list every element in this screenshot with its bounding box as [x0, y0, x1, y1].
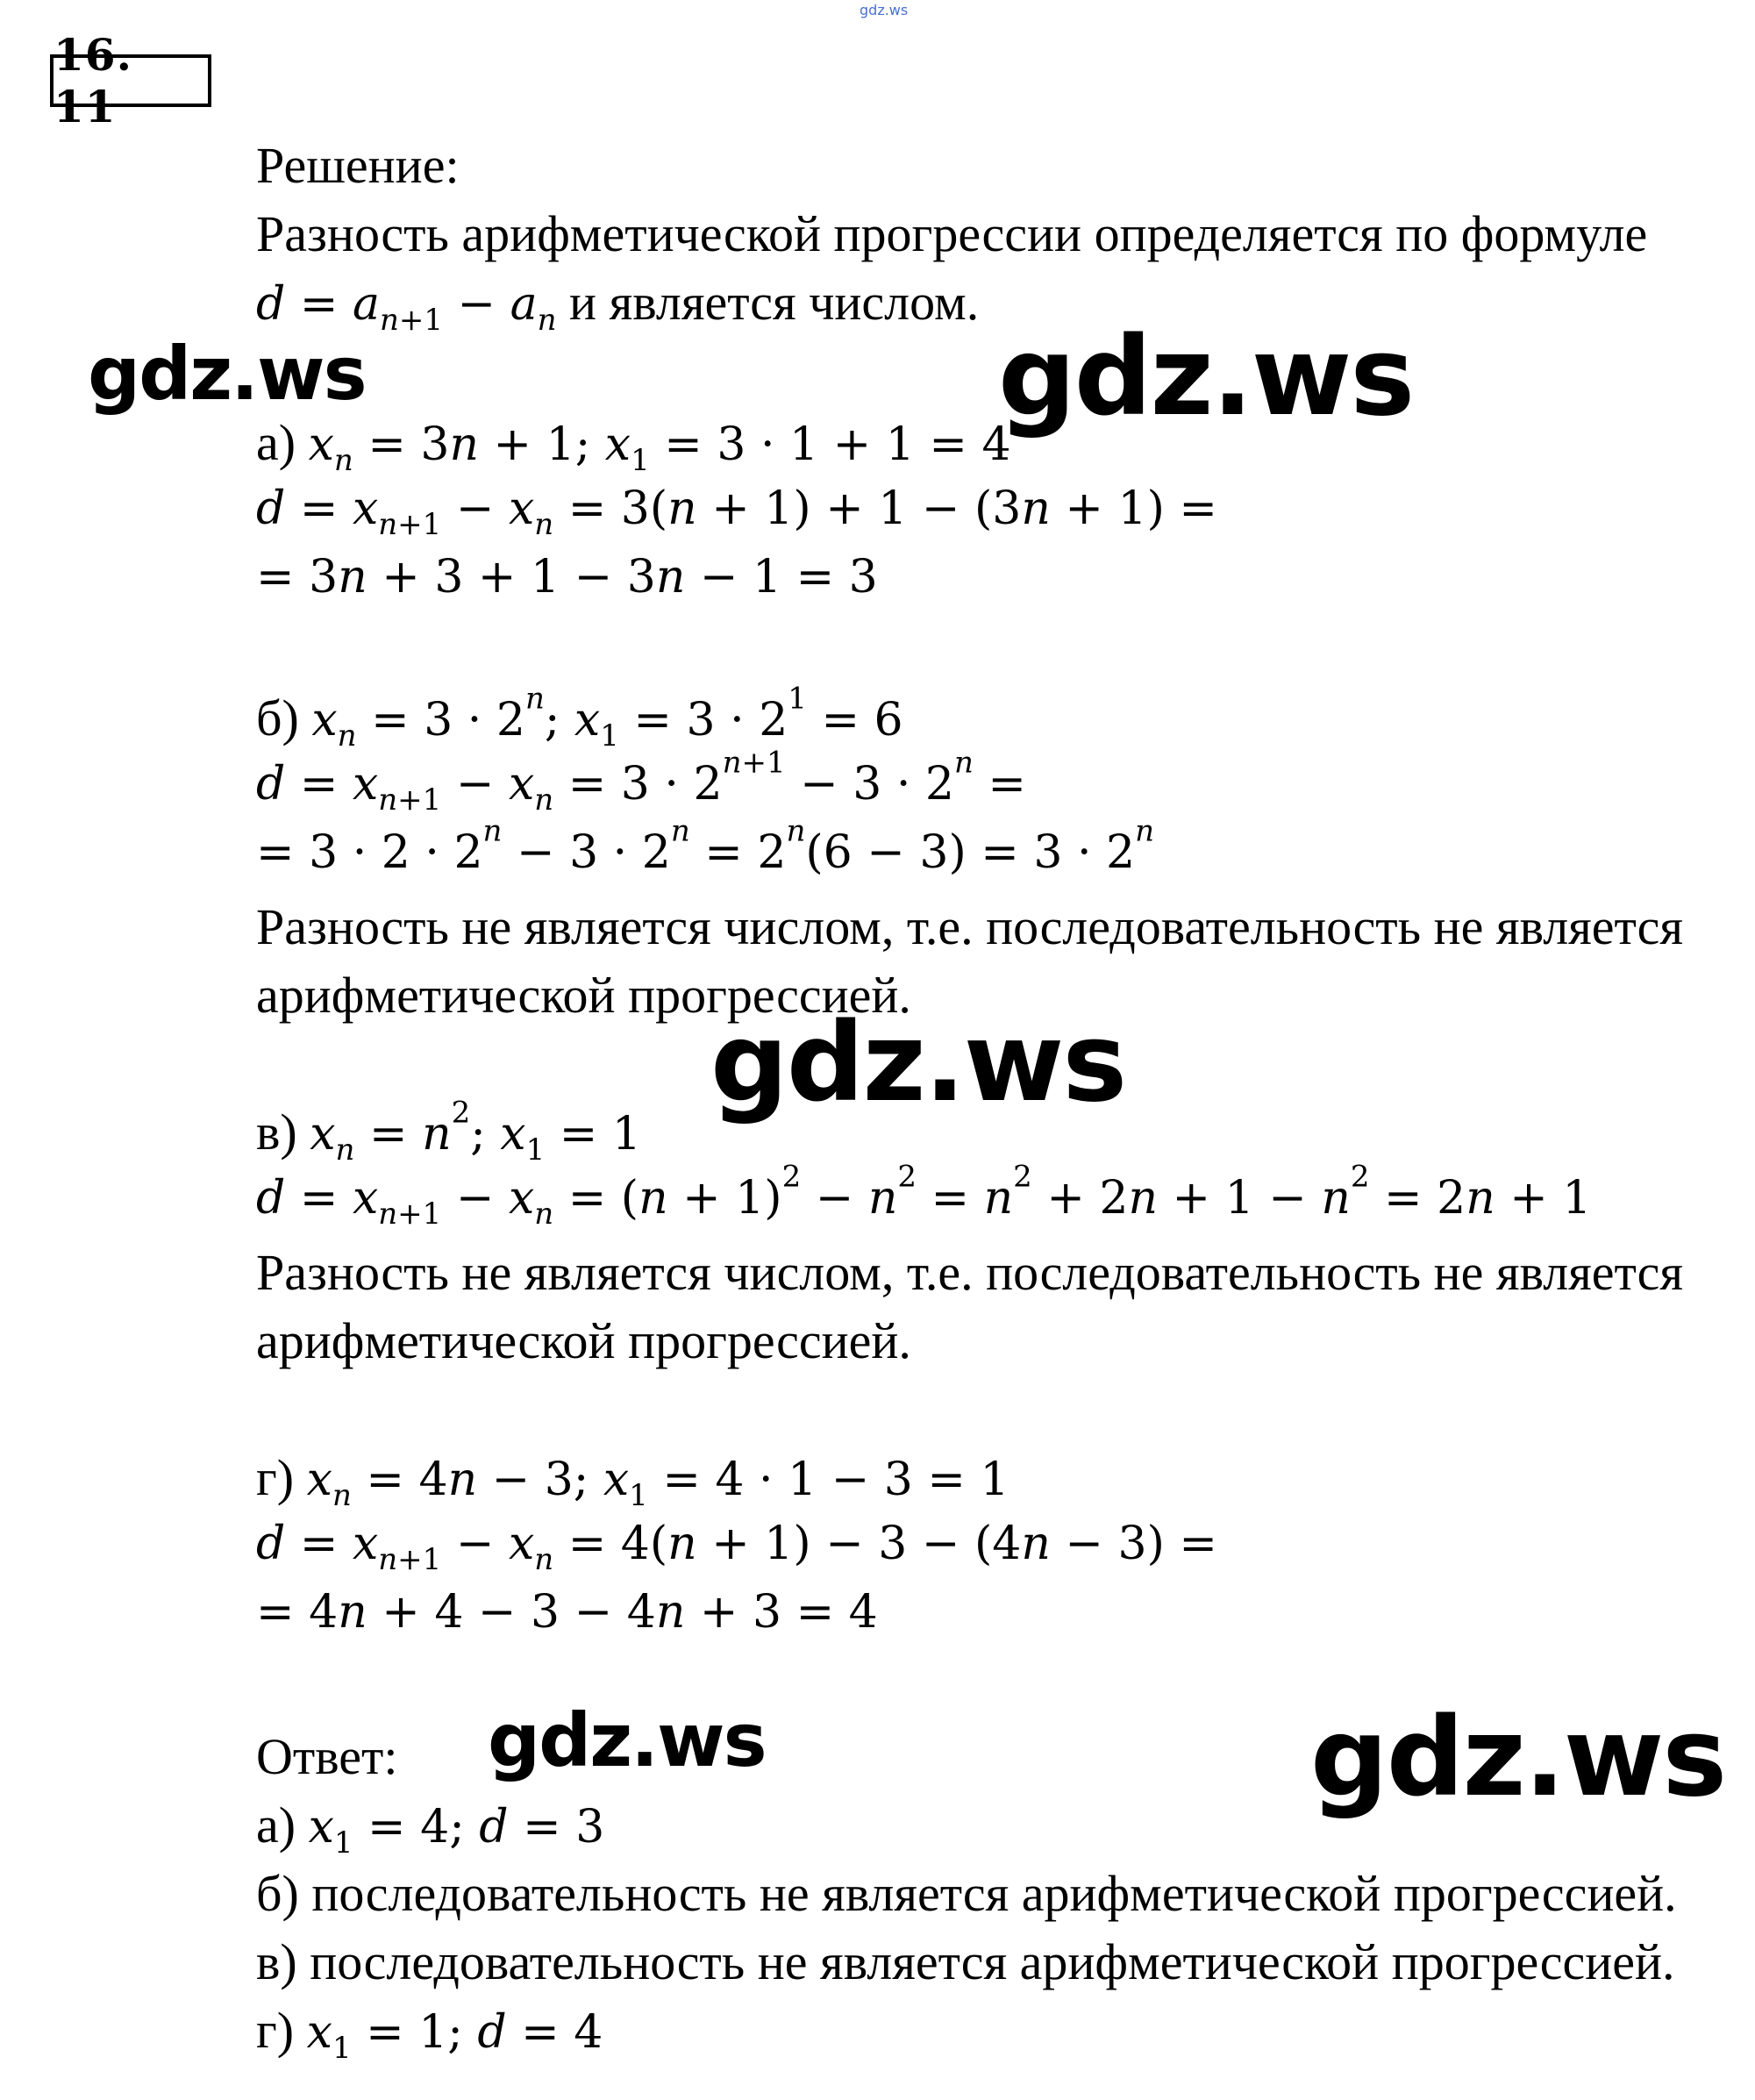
answer-heading: Ответ: — [256, 1728, 398, 1785]
part-v-conclusion-2: арифметической прогрессией. — [256, 1312, 911, 1369]
part-a-definition: а) $x_n = 3n + 1$; $x_1 = 3 \cdot 1 + 1 = 4$ — [256, 414, 1011, 478]
solution-heading: Решение: — [256, 137, 460, 194]
answer-b: б) последовательность не является арифметической прогрессией. — [256, 1865, 1677, 1922]
watermark: gdz.ws — [710, 1000, 1126, 1126]
part-b-simplified: = $3 \cdot 2 \cdot 2^n - 3 \cdot 2^n = 2^n(6 - 3) = 3 \cdot 2^n$ — [256, 813, 1155, 879]
part-b-definition: б) $x_n = 3 \cdot 2^n$; $x_1 = 3 \cdot 2^1 = 6$ — [256, 681, 903, 754]
site-mark: gdz.ws — [860, 2, 909, 18]
watermark: gdz.ws — [488, 1697, 766, 1783]
part-v-conclusion: Разность не является числом, т.е. последовательность не является — [256, 1244, 1684, 1301]
watermark: gdz.ws — [1310, 1695, 1726, 1821]
watermark: gdz.ws — [88, 331, 366, 417]
task-number: 16. 11 — [50, 54, 211, 107]
part-v-definition: в) $x_n = n^2$; $x_1 = 1$ — [256, 1095, 641, 1168]
part-v-difference: $d = x_{n+1} - x_n = (n + 1)^2 - n^2 = n^2 + 2n + 1 - n^2 = 2n + 1$ — [256, 1159, 1592, 1232]
intro-formula: $d = a_{n+1} - a_n$ и является числом. — [256, 274, 980, 338]
part-g-simplified: = 4n + 4 − 3 − 4n + 3 = 4 — [256, 1586, 878, 1639]
part-b-conclusion-2: арифметической прогрессией. — [256, 967, 911, 1024]
answer-a: а) $x_1 = 4$; d = 3 — [256, 1796, 605, 1861]
part-a-difference: $d = x_{n+1} - x_n = 3(n + 1) + 1 - (3n + 1)$ = — [256, 482, 1217, 542]
part-a-simplified: = 3n + 3 + 1 − 3n − 1 = 3 — [256, 551, 878, 604]
part-b-difference: $d = x_{n+1} - x_n = 3 \cdot 2^{n+1} - 3 \cdot 2^n$ = — [256, 745, 1026, 818]
intro-line: Разность арифметической прогрессии определяется по формуле — [256, 205, 1648, 262]
answer-v: в) последовательность не является арифметической прогрессией. — [256, 1933, 1675, 1990]
watermark: gdz.ws — [998, 314, 1414, 440]
answer-g: г) $x_1 = 1$; d = 4 — [256, 2002, 603, 2066]
part-g-definition: г) $x_n = 4n - 3$; $x_1 = 4 \cdot 1 - 3 = 1$ — [256, 1449, 1009, 1513]
part-b-conclusion: Разность не является числом, т.е. последовательность не является — [256, 898, 1684, 955]
part-g-difference: $d = x_{n+1} - x_n = 4(n + 1) - 3 - (4n - 3)$ = — [256, 1518, 1217, 1577]
